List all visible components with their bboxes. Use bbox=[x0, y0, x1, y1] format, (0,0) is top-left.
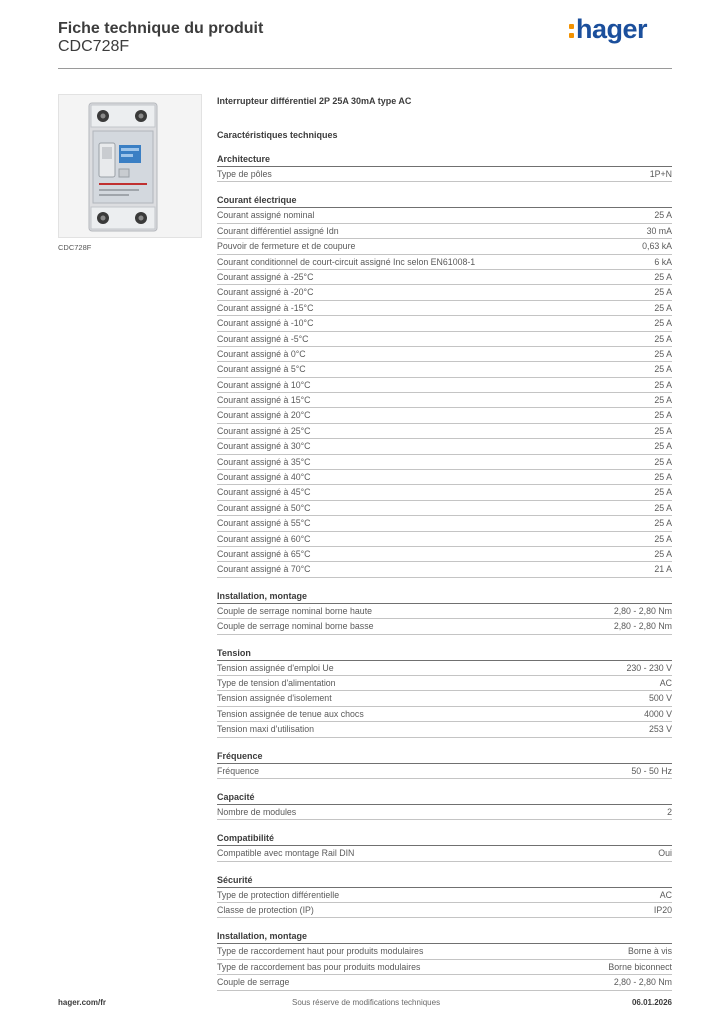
spec-label: Classe de protection (IP) bbox=[217, 905, 314, 916]
spec-value: 25 A bbox=[654, 472, 672, 483]
spec-row bbox=[217, 285, 672, 300]
spec-value: 25 A bbox=[654, 318, 672, 329]
spec-value: 25 A bbox=[654, 425, 672, 436]
spec-value: 1P+N bbox=[649, 169, 672, 179]
section-title: Courant électrique bbox=[217, 193, 672, 208]
spec-label: Courant assigné à 5°C bbox=[217, 364, 306, 375]
spec-section bbox=[217, 646, 672, 738]
spec-row bbox=[217, 501, 672, 516]
spec-section bbox=[217, 589, 672, 635]
spec-value: Oui bbox=[658, 848, 672, 859]
image-caption: CDC728F bbox=[58, 243, 92, 252]
spec-row bbox=[217, 707, 672, 722]
spec-label: Courant assigné à 40°C bbox=[217, 472, 311, 483]
spec-value: 230 - 230 V bbox=[626, 662, 672, 673]
spec-value: 21 A bbox=[654, 564, 672, 575]
spec-row bbox=[217, 888, 672, 903]
spec-sections bbox=[217, 152, 672, 991]
spec-value: AC bbox=[659, 889, 672, 900]
spec-label: Fréquence bbox=[217, 765, 260, 776]
spec-row bbox=[217, 903, 672, 918]
spec-row bbox=[217, 301, 672, 316]
spec-row bbox=[217, 362, 672, 377]
spec-value: 2,80 - 2,80 Nm bbox=[613, 977, 672, 988]
spec-label: Courant assigné à -20°C bbox=[217, 287, 314, 298]
spec-label: Pouvoir de fermeture et de coupure bbox=[217, 241, 356, 252]
circuit-breaker-icon bbox=[59, 95, 201, 237]
spec-label: Type de tension d'alimentation bbox=[217, 677, 336, 688]
spec-label: Courant différentiel assigné Idn bbox=[217, 225, 339, 236]
spec-row bbox=[217, 167, 672, 182]
spec-label: Courant assigné à 60°C bbox=[217, 533, 311, 544]
spec-label: Type de pôles bbox=[217, 169, 272, 179]
spec-row bbox=[217, 619, 672, 634]
spec-row bbox=[217, 316, 672, 331]
spec-label: Courant assigné à 15°C bbox=[217, 395, 311, 406]
footer-notice: Sous réserve de modifications techniques bbox=[292, 998, 441, 1007]
spec-label: Courant assigné à 55°C bbox=[217, 518, 311, 529]
footer-website[interactable]: hager.com/fr bbox=[58, 998, 107, 1007]
section-title: Sécurité bbox=[217, 873, 672, 888]
product-title: Interrupteur différentiel 2P 25A 30mA type AC bbox=[217, 96, 412, 106]
spec-value: Borne à vis bbox=[627, 946, 672, 957]
header-divider bbox=[58, 68, 672, 69]
spec-value: 30 mA bbox=[646, 225, 672, 236]
spec-label: Courant assigné à 25°C bbox=[217, 425, 311, 436]
spec-row bbox=[217, 676, 672, 691]
section-title: Compatibilité bbox=[217, 831, 672, 846]
section-title: Capacité bbox=[217, 790, 672, 805]
spec-value: 25 A bbox=[654, 364, 672, 375]
spec-row bbox=[217, 691, 672, 706]
spec-row bbox=[217, 270, 672, 285]
spec-value: 25 A bbox=[654, 456, 672, 467]
spec-value: 25 A bbox=[654, 441, 672, 452]
spec-value: AC bbox=[659, 677, 672, 688]
spec-value: IP20 bbox=[653, 905, 672, 916]
spec-row bbox=[217, 393, 672, 408]
spec-row bbox=[217, 424, 672, 439]
spec-label: Tension assignée d'emploi Ue bbox=[217, 662, 334, 673]
spec-value: 25 A bbox=[654, 533, 672, 544]
spec-row bbox=[217, 661, 672, 676]
spec-row bbox=[217, 208, 672, 223]
spec-value: 25 A bbox=[654, 502, 672, 513]
spec-row bbox=[217, 532, 672, 547]
spec-label: Courant assigné à 20°C bbox=[217, 410, 311, 421]
spec-row bbox=[217, 239, 672, 254]
spec-label: Courant assigné nominal bbox=[217, 210, 315, 221]
spec-row bbox=[217, 547, 672, 562]
spec-section bbox=[217, 790, 672, 820]
spec-row bbox=[217, 485, 672, 500]
spec-label: Couple de serrage bbox=[217, 977, 290, 988]
spec-label: Courant assigné à 45°C bbox=[217, 487, 311, 498]
spec-row bbox=[217, 960, 672, 975]
spec-row bbox=[217, 764, 672, 779]
spec-label: Courant assigné à 70°C bbox=[217, 564, 311, 575]
spec-section bbox=[217, 929, 672, 990]
product-image bbox=[58, 94, 202, 238]
spec-value: 500 V bbox=[649, 693, 672, 704]
spec-section bbox=[217, 831, 672, 861]
product-code: CDC728F bbox=[58, 38, 130, 55]
specs-subtitle: Caractéristiques techniques bbox=[217, 130, 338, 140]
spec-value: 50 - 50 Hz bbox=[631, 765, 672, 776]
spec-value: 25 A bbox=[654, 271, 672, 282]
spec-row bbox=[217, 255, 672, 270]
spec-row bbox=[217, 332, 672, 347]
spec-section bbox=[217, 152, 672, 182]
spec-section bbox=[217, 193, 672, 577]
spec-value: 2 bbox=[667, 806, 672, 817]
spec-label: Couple de serrage nominal borne basse bbox=[217, 621, 374, 632]
spec-label: Courant assigné à -10°C bbox=[217, 318, 314, 329]
spec-value: 2,80 - 2,80 Nm bbox=[613, 605, 672, 616]
spec-row bbox=[217, 562, 672, 577]
spec-row bbox=[217, 944, 672, 959]
spec-label: Type de protection différentielle bbox=[217, 889, 340, 900]
spec-label: Courant assigné à -5°C bbox=[217, 333, 309, 344]
spec-value: 25 A bbox=[654, 210, 672, 221]
spec-row bbox=[217, 347, 672, 362]
page-title: Fiche technique du produit bbox=[58, 20, 264, 37]
section-title: Architecture bbox=[217, 152, 672, 167]
section-title: Tension bbox=[217, 646, 672, 661]
spec-value: 25 A bbox=[654, 302, 672, 313]
spec-value: 25 A bbox=[654, 348, 672, 359]
section-title: Installation, montage bbox=[217, 929, 672, 944]
spec-value: 25 A bbox=[654, 518, 672, 529]
spec-row bbox=[217, 470, 672, 485]
spec-label: Type de raccordement haut pour produits modulaires bbox=[217, 946, 424, 957]
spec-label: Courant conditionnel de court-circuit assigné Inc selon EN61008-1 bbox=[217, 256, 476, 267]
spec-label: Tension assignée de tenue aux chocs bbox=[217, 708, 364, 719]
spec-label: Courant assigné à -15°C bbox=[217, 302, 314, 313]
spec-label: Courant assigné à 65°C bbox=[217, 548, 311, 559]
spec-row bbox=[217, 378, 672, 393]
spec-section bbox=[217, 749, 672, 779]
spec-value: 0,63 kA bbox=[642, 241, 672, 252]
spec-row bbox=[217, 975, 672, 990]
spec-label: Couple de serrage nominal borne haute bbox=[217, 605, 373, 616]
spec-row bbox=[217, 516, 672, 531]
spec-label: Courant assigné à 35°C bbox=[217, 456, 311, 467]
spec-label: Nombre de modules bbox=[217, 806, 297, 817]
spec-row bbox=[217, 846, 672, 861]
spec-label: Courant assigné à 10°C bbox=[217, 379, 311, 390]
logo-text: hager bbox=[576, 14, 648, 44]
spec-row bbox=[217, 224, 672, 239]
spec-value: 4000 V bbox=[644, 708, 672, 719]
spec-value: 25 A bbox=[654, 395, 672, 406]
spec-label: Courant assigné à 30°C bbox=[217, 441, 311, 452]
footer-date: 06.01.2026 bbox=[631, 998, 672, 1007]
spec-value: 25 A bbox=[654, 379, 672, 390]
spec-label: Tension maxi d'utilisation bbox=[217, 724, 315, 735]
spec-value: 25 A bbox=[654, 487, 672, 498]
spec-row bbox=[217, 439, 672, 454]
section-title: Fréquence bbox=[217, 749, 672, 764]
spec-value: Borne biconnect bbox=[608, 961, 672, 972]
spec-value: 2,80 - 2,80 Nm bbox=[613, 621, 672, 632]
spec-value: 25 A bbox=[654, 287, 672, 298]
spec-value: 253 V bbox=[649, 724, 672, 735]
spec-content bbox=[217, 96, 672, 991]
spec-row bbox=[217, 604, 672, 619]
spec-row bbox=[217, 408, 672, 423]
spec-label: Courant assigné à 50°C bbox=[217, 502, 311, 513]
spec-label: Courant assigné à 0°C bbox=[217, 348, 306, 359]
spec-label: Tension assignée d'isolement bbox=[217, 693, 332, 704]
spec-value: 6 kA bbox=[654, 256, 672, 267]
spec-value: 25 A bbox=[654, 333, 672, 344]
spec-value: 25 A bbox=[654, 548, 672, 559]
spec-label: Compatible avec montage Rail DIN bbox=[217, 848, 355, 859]
spec-label: Type de raccordement bas pour produits modulaires bbox=[217, 961, 421, 972]
spec-row bbox=[217, 455, 672, 470]
spec-value: 25 A bbox=[654, 410, 672, 421]
spec-row bbox=[217, 722, 672, 737]
spec-section bbox=[217, 873, 672, 919]
section-title: Installation, montage bbox=[217, 589, 672, 604]
spec-label: Courant assigné à -25°C bbox=[217, 271, 314, 282]
spec-row bbox=[217, 805, 672, 820]
